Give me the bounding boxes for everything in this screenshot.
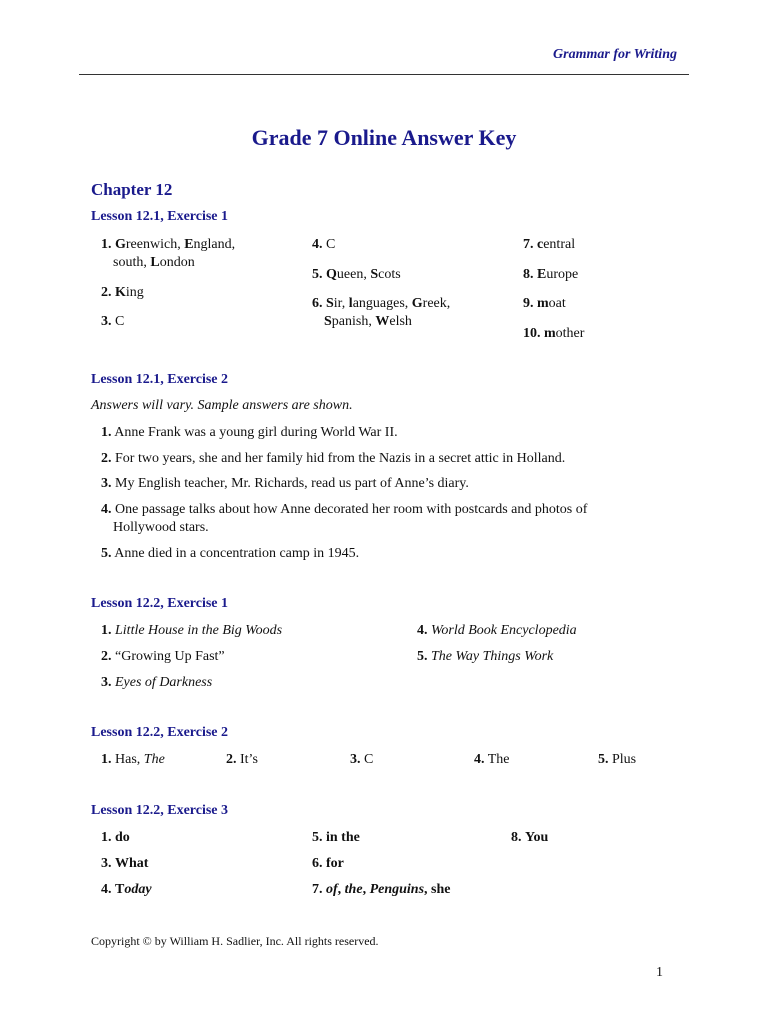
answer-item: 4. One passage talks about how Anne decorated her room with postcards and photos of	[101, 502, 588, 517]
answer-item: 4. World Book Encyclopedia	[417, 623, 577, 638]
answer-item: 9. moat	[523, 296, 566, 311]
answer-item: 2. For two years, she and her family hid from the Nazis in a secret attic in Holland.	[101, 451, 566, 466]
document-title: Grade 7 Online Answer Key	[251, 125, 517, 150]
answer-item: 2. It’s	[226, 752, 258, 767]
answer-item: 8. You	[511, 830, 549, 845]
answer-item: 7. central	[523, 237, 576, 252]
answer-item-continued: Spanish, Welsh	[324, 314, 412, 329]
page-number: 1	[656, 965, 663, 980]
answer-item: 5. in the	[312, 830, 360, 845]
answer-item: 3. What	[101, 856, 149, 871]
lesson-heading: Lesson 12.1, Exercise 1	[91, 209, 229, 224]
answer-item: 1. Has, The	[101, 752, 165, 767]
lesson-heading: Lesson 12.2, Exercise 2	[91, 725, 229, 740]
copyright-notice: Copyright © by William H. Sadlier, Inc. All rights reserved.	[91, 934, 379, 948]
answer-item: 3. C	[101, 314, 125, 329]
header-rule	[79, 74, 689, 75]
answer-item: 4. Today	[101, 882, 152, 897]
answer-item: 6. Sir, languages, Greek,	[312, 296, 451, 311]
answer-item: 10. mother	[523, 326, 585, 341]
answer-item: 3. Eyes of Darkness	[101, 675, 213, 690]
header-title: Grammar for Writing	[553, 47, 677, 62]
answer-item: 1. Little House in the Big Woods	[101, 623, 283, 638]
answer-item: 7. of, the, Penguins, she	[312, 882, 451, 897]
instruction-note: Answers will vary. Sample answers are shown.	[91, 398, 353, 413]
answer-item: 1. do	[101, 830, 130, 845]
lesson-heading: Lesson 12.2, Exercise 3	[91, 803, 229, 818]
answer-item: 4. C	[312, 237, 336, 252]
lesson-heading: Lesson 12.2, Exercise 1	[91, 596, 229, 611]
chapter-heading: Chapter 12	[91, 180, 173, 199]
answer-item: 2. “Growing Up Fast”	[101, 649, 225, 664]
answer-item: 8. Europe	[523, 267, 579, 282]
answer-item-continued: south, London	[113, 255, 195, 270]
answer-item: 5. Plus	[598, 752, 637, 767]
answer-item: 5. The Way Things Work	[417, 649, 554, 664]
answer-item: 1. Anne Frank was a young girl during World War II.	[101, 425, 398, 440]
answer-item: 3. My English teacher, Mr. Richards, read us part of Anne’s diary.	[101, 476, 469, 491]
lesson-heading: Lesson 12.1, Exercise 2	[91, 372, 229, 387]
answer-item-continued: Hollywood stars.	[113, 520, 209, 535]
answer-item: 3. C	[350, 752, 374, 767]
answer-item: 1. Greenwich, England,	[101, 237, 236, 252]
answer-item: 6. for	[312, 856, 344, 871]
answer-item: 5. Queen, Scots	[312, 267, 401, 282]
answer-item: 4. The	[474, 752, 510, 767]
answer-item: 5. Anne died in a concentration camp in 1945.	[101, 546, 360, 561]
answer-item: 2. King	[101, 285, 144, 300]
